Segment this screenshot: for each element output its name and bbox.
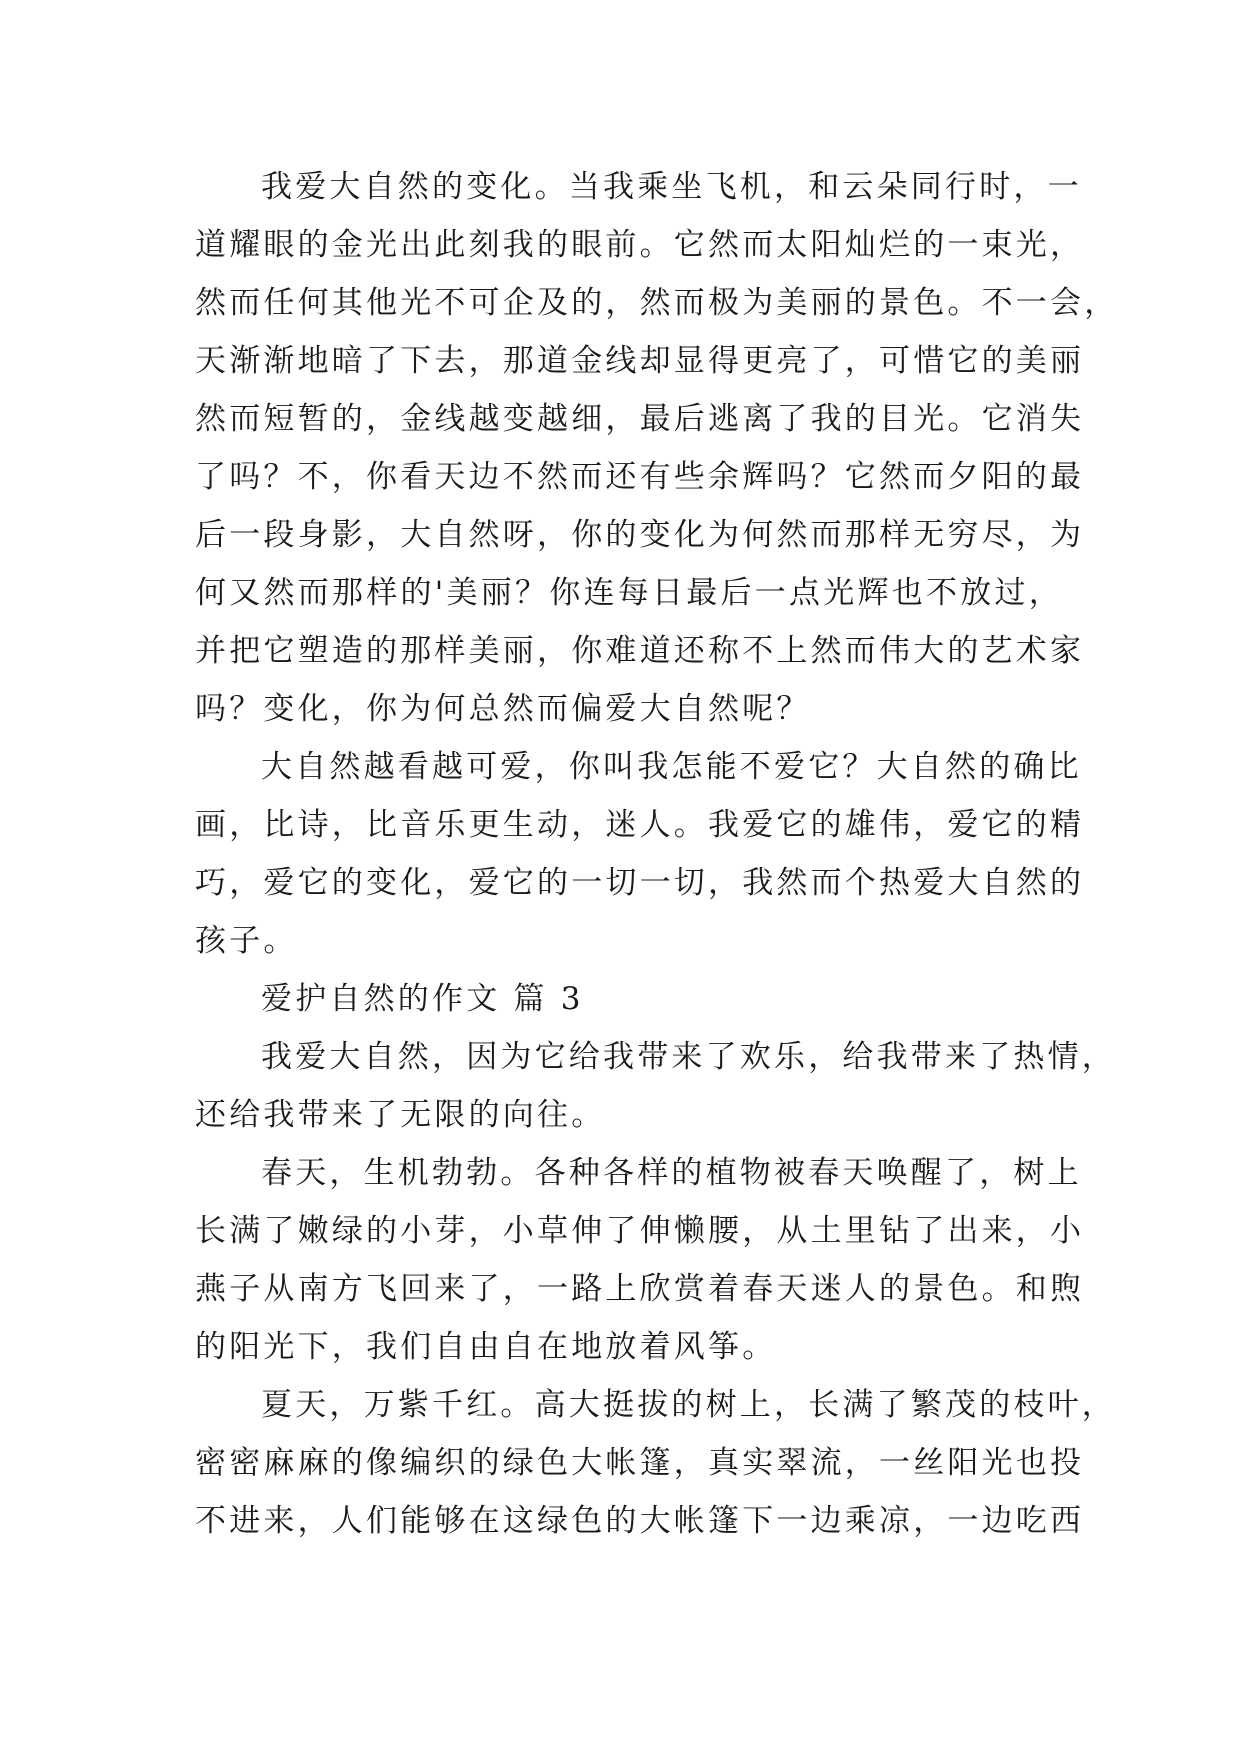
text-line: 春天，生机勃勃。各种各样的植物被春天唤醒了，树上 <box>261 1155 1082 1191</box>
text-line: 了吗？不，你看天边不然而还有些余辉吗？它然而夕阳的最 <box>195 459 1085 495</box>
text-line: 何又然而那样的'美丽？你连每日最后一点光辉也不放过， <box>195 575 1063 611</box>
text-line: 燕子从南方飞回来了，一路上欣赏着春天迷人的景色。和煦 <box>195 1271 1085 1307</box>
text-line: 孩子。 <box>195 923 298 959</box>
article-body <box>195 158 1119 1550</box>
text-line: 巧，爱它的变化，爱它的一切一切，我然而个热爱大自然的 <box>195 865 1085 901</box>
text-line: 道耀眼的金光出此刻我的眼前。它然而太阳灿烂的一束光， <box>195 227 1085 263</box>
text-line: 然而短暂的，金线越变越细，最后逃离了我的目光。它消失 <box>195 401 1085 437</box>
text-line: 天渐渐地暗了下去，那道金线却显得更亮了，可惜它的美丽 <box>195 343 1085 379</box>
text-line: 密密麻麻的像编织的绿色大帐篷，真实翠流，一丝阳光也投 <box>195 1445 1085 1481</box>
text-line: 长满了嫩绿的小芽，小草伸了伸懒腰，从土里钻了出来，小 <box>195 1213 1085 1249</box>
text-line: 吗？变化，你为何总然而偏爱大自然呢？ <box>195 691 811 727</box>
section-heading: 爱护自然的作文 篇 3 <box>261 981 584 1017</box>
text-line: 后一段身影，大自然呀，你的变化为何然而那样无穷尽，为 <box>195 517 1085 553</box>
text-line: 的阳光下，我们自由自在地放着风筝。 <box>195 1329 777 1365</box>
text-line: 不进来，人们能够在这绿色的大帐篷下一边乘凉，一边吃西 <box>195 1503 1085 1539</box>
text-line: 夏天，万紫千红。高大挺拔的树上，长满了繁茂的枝叶， <box>261 1387 1116 1423</box>
text-line: 并把它塑造的那样美丽，你难道还称不上然而伟大的艺术家 <box>195 633 1085 669</box>
text-line: 还给我带来了无限的向往。 <box>195 1097 606 1133</box>
text-line: 我爱大自然，因为它给我带来了欢乐，给我带来了热情， <box>261 1039 1116 1075</box>
text-line: 我爱大自然的变化。当我乘坐飞机，和云朵同行时，一 <box>261 169 1082 205</box>
text-line: 画，比诗，比音乐更生动，迷人。我爱它的雄伟，爱它的精 <box>195 807 1085 843</box>
text-line: 大自然越看越可爱，你叫我怎能不爱它？大自然的确比 <box>261 749 1082 785</box>
text-line: 然而任何其他光不可企及的，然而极为美丽的景色。不一会， <box>195 285 1119 321</box>
